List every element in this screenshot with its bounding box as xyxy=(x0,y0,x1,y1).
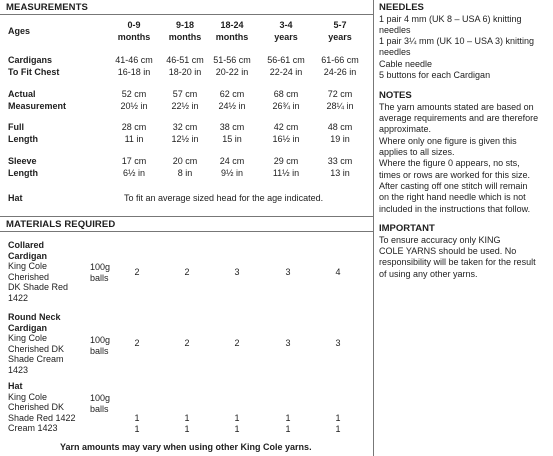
material-round-neck-cardigan: Round Neck Cardigan King Cole Cherished DK Shade Cream 1423 xyxy=(8,312,65,375)
cell: 57 cm 22½ in xyxy=(171,89,199,111)
qty: 1 xyxy=(234,413,240,423)
cell: 46-51 cm 18-20 in xyxy=(166,55,204,77)
qty: 2 xyxy=(134,338,140,348)
qty: 3 xyxy=(285,267,291,277)
material-hat: Hat King Cole Cherished DK Shade Red 1422 Cream 1423 xyxy=(8,381,76,433)
qty: 4 xyxy=(335,267,341,277)
notes-line: After casting off one stitch will remain xyxy=(379,181,528,191)
cell: 24 cm 9½ in xyxy=(219,156,245,178)
notes-line: approximate. xyxy=(379,124,432,134)
qty: 1 xyxy=(134,413,140,423)
cell: 62 cm 24½ in xyxy=(218,89,246,111)
important-title: IMPORTANT xyxy=(379,223,435,234)
cell: 56-61 cm 22-24 in xyxy=(267,55,305,77)
row-label-hat: Hat xyxy=(8,193,23,203)
cell: 51-56 cm 20-22 in xyxy=(213,55,251,77)
qty: 1 xyxy=(184,424,190,434)
notes-line: Where only one figure is given this xyxy=(379,136,517,146)
qty: 3 xyxy=(234,267,240,277)
materials-rule xyxy=(0,231,373,232)
qty: 1 xyxy=(234,424,240,434)
age-col-5: 5-7 years xyxy=(328,20,352,42)
qty: 2 xyxy=(234,338,240,348)
cell: 33 cm 13 in xyxy=(327,156,353,178)
notes-line: times or rows are worked for this size. xyxy=(379,170,531,180)
qty: 1 xyxy=(335,424,341,434)
cell: 68 cm 26¾ in xyxy=(272,89,300,111)
needles-line: 5 buttons for each Cardigan xyxy=(379,70,491,80)
needles-line: 1 pair 3¼ mm (UK 10 – USA 3) knitting xyxy=(379,36,535,46)
notes-title: NOTES xyxy=(379,90,412,101)
qty: 2 xyxy=(134,267,140,277)
unit-label: 100g balls xyxy=(90,393,111,414)
unit-label: 100g balls xyxy=(90,335,111,356)
notes-line: included in the instructions that follow. xyxy=(379,204,531,214)
qty: 3 xyxy=(285,338,291,348)
qty: 1 xyxy=(335,413,341,423)
ages-label: Ages xyxy=(8,26,31,36)
notes-line: average requirements and are therefore xyxy=(379,113,539,123)
material-collared-cardigan: Collared Cardigan King Cole Cherished DK Shade Red 1422 xyxy=(8,240,69,303)
needles-line: needles xyxy=(379,25,411,35)
cell: 48 cm 19 in xyxy=(327,122,353,144)
cell: 20 cm 8 in xyxy=(172,156,198,178)
needles-line: Cable needle xyxy=(379,59,433,69)
row-label-full-length: Full Length xyxy=(8,122,38,144)
qty: 1 xyxy=(285,424,291,434)
materials-top-rule xyxy=(0,216,373,217)
cell: 38 cm 15 in xyxy=(219,122,245,144)
measurements-title: MEASUREMENTS xyxy=(6,2,88,13)
needles-title: NEEDLES xyxy=(379,2,424,13)
notes-line: applies to all sizes. xyxy=(379,147,455,157)
important-line: responsibility will be taken for the result xyxy=(379,257,536,267)
qty: 3 xyxy=(335,338,341,348)
needles-line: 1 pair 4 mm (UK 8 – USA 6) knitting xyxy=(379,14,522,24)
cell: 32 cm 12½ in xyxy=(171,122,199,144)
cell: 29 cm 11½ in xyxy=(272,156,300,178)
qty: 2 xyxy=(184,267,190,277)
important-line: of using any other yarns. xyxy=(379,269,478,279)
qty: 1 xyxy=(184,413,190,423)
cell: 72 cm 28¼ in xyxy=(326,89,354,111)
important-line: To ensure accuracy only KING xyxy=(379,235,501,245)
materials-footer-note: Yarn amounts may vary when using other King Cole yarns. xyxy=(60,442,312,452)
age-col-3: 18-24 months xyxy=(215,20,249,42)
qty: 2 xyxy=(184,338,190,348)
needles-line: needles xyxy=(379,47,411,57)
measurements-rule xyxy=(0,14,373,15)
row-label-actual-measurement: Actual Measurement xyxy=(8,89,67,111)
cell: 42 cm 16½ in xyxy=(272,122,300,144)
notes-line: Where the figure 0 appears, no sts, xyxy=(379,158,520,168)
cell: 17 cm 6½ in xyxy=(121,156,147,178)
qty: 1 xyxy=(134,424,140,434)
important-line: COLE YARNS should be used. No xyxy=(379,246,517,256)
hat-size-text: To fit an average sized head for the age indicated. xyxy=(124,193,324,203)
qty: 1 xyxy=(285,413,291,423)
cell: 28 cm 11 in xyxy=(121,122,147,144)
age-col-4: 3-4 years xyxy=(274,20,298,42)
cell: 41-46 cm 16-18 in xyxy=(115,55,153,77)
row-label-sleeve-length: Sleeve Length xyxy=(8,156,38,178)
age-col-2: 9-18 months xyxy=(168,20,202,42)
age-col-1: 0-9 months xyxy=(117,20,151,42)
row-label-cardigans: Cardigans To Fit Chest xyxy=(8,55,60,77)
notes-line: on the right hand needle which is not xyxy=(379,192,526,202)
materials-title: MATERIALS REQUIRED xyxy=(6,219,116,230)
cell: 52 cm 20½ in xyxy=(120,89,148,111)
notes-line: The yarn amounts stated are based on xyxy=(379,102,534,112)
cell: 61-66 cm 24-26 in xyxy=(321,55,359,77)
unit-label: 100g balls xyxy=(90,262,111,283)
